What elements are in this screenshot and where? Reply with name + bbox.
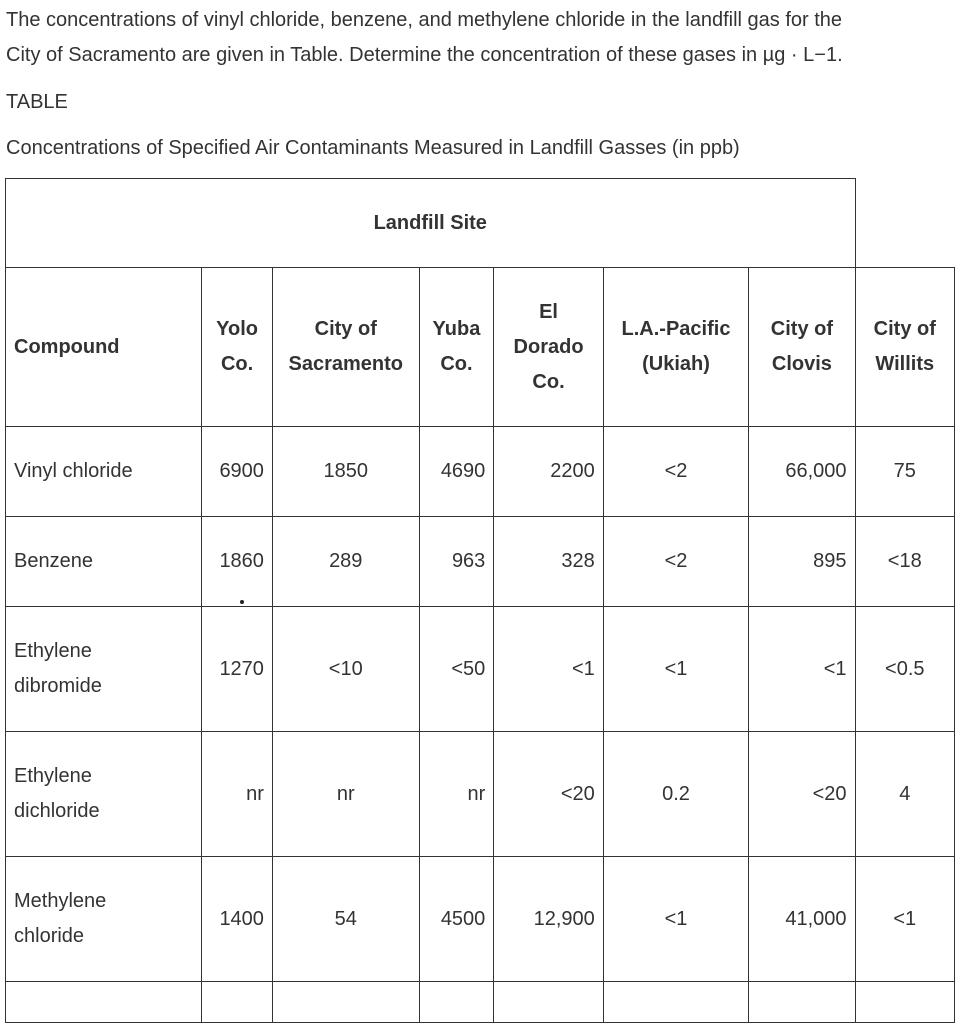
col-header-willits: City of Willits — [855, 268, 954, 427]
table-cell: 4690 — [419, 427, 494, 517]
table-cell: <10 — [272, 607, 419, 732]
table-cell: 66,000 — [749, 427, 855, 517]
table-cell: <2 — [603, 517, 749, 607]
table-cell: 41,000 — [749, 857, 855, 982]
table-cell — [494, 982, 603, 1023]
table-row — [6, 857, 955, 982]
table-cell: <0.5 — [855, 607, 954, 732]
column-header-row — [6, 268, 955, 427]
col-header-sacramento: City of Sacramento — [272, 268, 419, 427]
compound-name: Ethylene dibromide — [6, 607, 202, 732]
col-header-la-pacific: L.A.-Pacific (Ukiah) — [603, 268, 749, 427]
table-row — [6, 427, 955, 517]
table-cell: 1400 — [202, 857, 273, 982]
table-cell: 4 — [855, 732, 954, 857]
question-line-1: The concentrations of vinyl chloride, benzene, and methylene chloride in the landfill gas for the — [6, 9, 843, 31]
table-title-row — [6, 179, 955, 268]
table-row — [6, 517, 955, 607]
table-cell — [855, 982, 954, 1023]
table-cell: <20 — [494, 732, 603, 857]
stray-dot — [240, 600, 244, 604]
table-cell: 895 — [749, 517, 855, 607]
compound-name: Ethylene dichloride — [6, 732, 202, 857]
table-cell: 0.2 — [603, 732, 749, 857]
table-cell — [272, 982, 419, 1023]
table-cell: <1 — [855, 857, 954, 982]
table-cell — [6, 982, 202, 1023]
table-cell — [202, 982, 273, 1023]
col-header-yuba: Yuba Co. — [419, 268, 494, 427]
table-cell: 12,900 — [494, 857, 603, 982]
question-line-2: City of Sacramento are given in Table. Determine the concentration of these gases in µg · L−1. — [6, 44, 843, 66]
table-cell: nr — [202, 732, 273, 857]
table-cell: 54 — [272, 857, 419, 982]
table-cell: <2 — [603, 427, 749, 517]
table-cell: 75 — [855, 427, 954, 517]
table-cell: 289 — [272, 517, 419, 607]
table-cell: <1 — [603, 607, 749, 732]
table-cell — [749, 982, 855, 1023]
table-label: TABLE — [6, 91, 68, 113]
compound-header: Compound — [6, 268, 202, 427]
compound-name: Vinyl chloride — [6, 427, 202, 517]
table-caption: Concentrations of Specified Air Contaminants Measured in Landfill Gasses (in ppb) — [6, 137, 740, 159]
table-row — [6, 732, 955, 857]
table-cell: <1 — [603, 857, 749, 982]
table-cell: 963 — [419, 517, 494, 607]
question-text — [6, 3, 843, 73]
table-cell — [419, 982, 494, 1023]
table-cell: 2200 — [494, 427, 603, 517]
table-cell: 6900 — [202, 427, 273, 517]
landfill-site-header: Landfill Site — [6, 179, 856, 268]
table-row — [6, 607, 955, 732]
table-cell: nr — [419, 732, 494, 857]
col-header-clovis: City of Clovis — [749, 268, 855, 427]
table-cell: <50 — [419, 607, 494, 732]
col-header-el-dorado: El Dorado Co. — [494, 268, 603, 427]
table-cell: 1270 — [202, 607, 273, 732]
table-row-partial — [6, 982, 955, 1023]
compound-name: Methylene chloride — [6, 857, 202, 982]
compound-name: Benzene — [6, 517, 202, 607]
table-cell: <18 — [855, 517, 954, 607]
table-cell: nr — [272, 732, 419, 857]
table-cell: <1 — [494, 607, 603, 732]
table-cell: 328 — [494, 517, 603, 607]
table-cell: 4500 — [419, 857, 494, 982]
table-cell: <20 — [749, 732, 855, 857]
contaminants-table — [5, 178, 955, 1023]
col-header-yolo: Yolo Co. — [202, 268, 273, 427]
table-cell: <1 — [749, 607, 855, 732]
empty-cell — [855, 179, 954, 268]
table-cell: 1860 — [202, 517, 273, 607]
table-cell: 1850 — [272, 427, 419, 517]
table-cell — [603, 982, 749, 1023]
